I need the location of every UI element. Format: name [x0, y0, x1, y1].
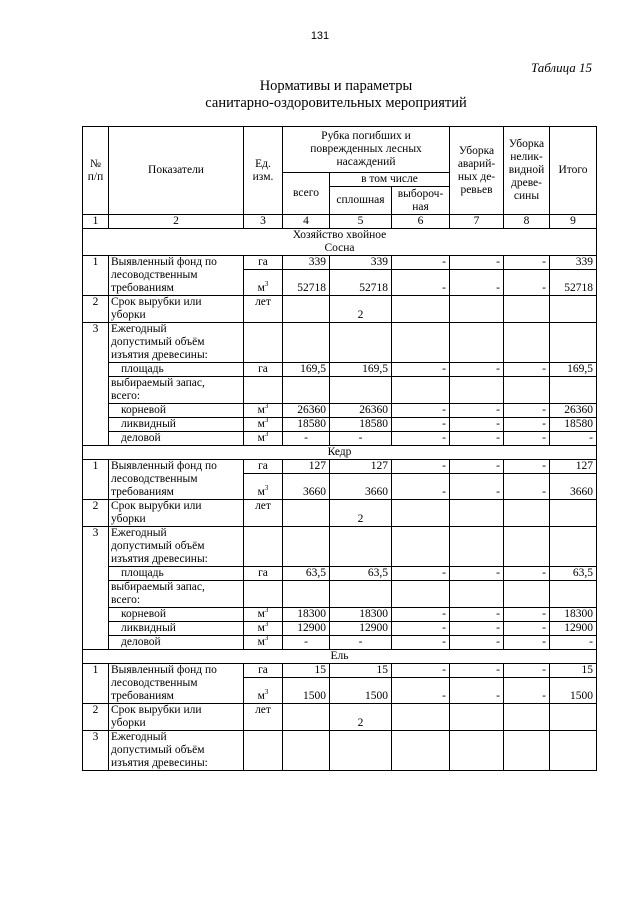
header-total: всего	[283, 173, 330, 215]
table-cell: 339	[550, 256, 597, 270]
header-cutting: Рубка погибших и поврежденных лесных насаждений	[283, 127, 450, 173]
table-cell	[504, 500, 550, 527]
table-cell	[392, 323, 450, 363]
table-cell	[392, 704, 450, 731]
table-cell: 26360	[550, 404, 597, 418]
unit-cell: $м^3$	[244, 418, 283, 432]
table-cell	[330, 581, 392, 608]
table-cell: 18580	[283, 418, 330, 432]
table-cell: 52718	[330, 270, 392, 296]
table-cell	[504, 527, 550, 567]
section-title: Кедр	[83, 446, 597, 460]
unit-cell: $м^3$	[244, 636, 283, 650]
dash-cell: -	[392, 678, 450, 704]
row-label: Ежегодный допустимый объём изъятия древесины:	[109, 323, 244, 363]
term-row	[83, 704, 597, 731]
business-row	[83, 636, 597, 650]
row-label: Выявленный фонд по лесоводственным требованиям	[109, 256, 244, 296]
table-cell	[550, 527, 597, 567]
table-cell	[450, 500, 504, 527]
row-number: 2	[83, 296, 109, 323]
table-cell	[244, 527, 283, 567]
table-cell	[283, 323, 330, 363]
row-label: корневой	[109, 608, 244, 622]
table-cell	[283, 704, 330, 731]
column-numbers-row	[83, 215, 597, 229]
table-cell	[283, 581, 330, 608]
title-line-2: санитарно-оздоровительных мероприятий	[205, 95, 467, 111]
dash-cell: -	[504, 636, 550, 650]
dash-cell: -	[504, 678, 550, 704]
table-cell: 127	[330, 460, 392, 474]
term-row	[83, 296, 597, 323]
dash-cell: -	[450, 608, 504, 622]
row-label: деловой	[109, 636, 244, 650]
header-itogo: Итого	[550, 127, 597, 215]
area-row	[83, 363, 597, 377]
dash-cell: -	[392, 608, 450, 622]
row-label: Срок вырубки или уборки	[109, 296, 244, 323]
table-cell: 2	[330, 704, 392, 731]
unit-cell: $м^3$	[244, 270, 283, 296]
table-cell: 52718	[550, 270, 597, 296]
table-cell	[392, 581, 450, 608]
dash-cell: -	[504, 608, 550, 622]
dash-cell: -	[504, 404, 550, 418]
table-cell: 63,5	[330, 567, 392, 581]
table-cell	[450, 527, 504, 567]
row-number: 3	[83, 731, 109, 771]
table-cell: 18580	[330, 418, 392, 432]
table-cell: 2	[330, 296, 392, 323]
table-title	[0, 78, 640, 112]
section-title-row	[83, 446, 597, 460]
col-number: 8	[504, 215, 550, 229]
table-cell: 1500	[330, 678, 392, 704]
table-body	[83, 127, 597, 771]
table-cell	[330, 731, 392, 771]
row-label: ликвидный	[109, 622, 244, 636]
table-cell	[283, 296, 330, 323]
table-cell: 169,5	[550, 363, 597, 377]
col-number: 4	[283, 215, 330, 229]
dash-cell: -	[392, 664, 450, 678]
table-cell: 18300	[283, 608, 330, 622]
unit-cell: $м^3$	[244, 608, 283, 622]
dash-cell: -	[450, 678, 504, 704]
dash-cell: -	[450, 636, 504, 650]
fund-row	[83, 460, 597, 474]
unit-cell: лет	[244, 500, 283, 527]
table-cell: 12900	[330, 622, 392, 636]
dash-cell: -	[450, 664, 504, 678]
header-emergency: Уборка аварий- ных де- ревьев	[450, 127, 504, 215]
table-cell: 26360	[330, 404, 392, 418]
table-cell	[504, 581, 550, 608]
dash-cell: -	[392, 270, 450, 296]
area-row	[83, 567, 597, 581]
table-cell	[450, 296, 504, 323]
norms-table	[82, 126, 597, 771]
table-cell	[550, 296, 597, 323]
dash-cell: -	[504, 622, 550, 636]
annual-row	[83, 323, 597, 363]
table-cell	[283, 377, 330, 404]
row-label: Срок вырубки или уборки	[109, 704, 244, 731]
annual-row	[83, 731, 597, 771]
dash-cell: -	[392, 636, 450, 650]
row-label: Ежегодный допустимый объём изъятия древесины:	[109, 527, 244, 567]
header-row	[83, 127, 597, 173]
dash-cell: -	[392, 418, 450, 432]
row-number: 1	[83, 256, 109, 296]
table-cell: 12900	[550, 622, 597, 636]
section-title-row	[83, 229, 597, 256]
table-cell	[330, 323, 392, 363]
table-label: Таблица 15	[530, 60, 592, 75]
table-cell	[392, 500, 450, 527]
table-cell: 15	[550, 664, 597, 678]
table-cell	[450, 731, 504, 771]
table-cell	[244, 323, 283, 363]
table-cell	[244, 377, 283, 404]
row-label: Срок вырубки или уборки	[109, 500, 244, 527]
table-cell: 339	[283, 256, 330, 270]
dash-cell: -	[450, 404, 504, 418]
table-cell	[450, 377, 504, 404]
header-unit: Ед. изм.	[244, 127, 283, 215]
root-row	[83, 608, 597, 622]
row-number: 1	[83, 460, 109, 500]
dash-cell: -	[450, 460, 504, 474]
dash-cell: -	[450, 418, 504, 432]
row-label: корневой	[109, 404, 244, 418]
dash-cell: -	[504, 664, 550, 678]
unit-cell: лет	[244, 704, 283, 731]
unit-cell: лет	[244, 296, 283, 323]
row-label: выбираемый запас, всего:	[109, 377, 244, 404]
dash-cell: -	[392, 404, 450, 418]
table-cell	[330, 527, 392, 567]
header-illiquid: Уборка нелик- видной древе- сины	[504, 127, 550, 215]
dash-cell: -	[392, 256, 450, 270]
dash-cell: -	[450, 363, 504, 377]
table-cell: 3660	[283, 474, 330, 500]
table-cell: 52718	[283, 270, 330, 296]
table-cell	[550, 731, 597, 771]
table-cell	[283, 731, 330, 771]
table-cell: 169,5	[330, 363, 392, 377]
stock-row	[83, 581, 597, 608]
table-cell	[504, 377, 550, 404]
dash-cell: -	[450, 432, 504, 446]
dash-cell: -	[392, 622, 450, 636]
table-cell: 18580	[550, 418, 597, 432]
header-including: в том числе	[330, 173, 450, 187]
header-num: № п/п	[83, 127, 109, 215]
table-cell	[504, 731, 550, 771]
table-cell	[392, 527, 450, 567]
dash-cell: -	[450, 567, 504, 581]
dash-cell: -	[504, 432, 550, 446]
dash-cell: -	[330, 432, 392, 446]
dash-cell: -	[504, 270, 550, 296]
dash-cell: -	[504, 474, 550, 500]
row-number: 1	[83, 664, 109, 704]
page-number: 131	[310, 30, 330, 42]
row-label: площадь	[109, 567, 244, 581]
table-cell: 2	[330, 500, 392, 527]
row-label: площадь	[109, 363, 244, 377]
dash-cell: -	[392, 363, 450, 377]
col-number: 1	[83, 215, 109, 229]
row-label: Выявленный фонд по лесоводственным требованиям	[109, 664, 244, 704]
table-cell	[504, 704, 550, 731]
table-cell: 169,5	[283, 363, 330, 377]
table-cell: 63,5	[283, 567, 330, 581]
dash-cell: -	[392, 567, 450, 581]
col-number: 2	[109, 215, 244, 229]
business-row	[83, 432, 597, 446]
table-cell: 3660	[330, 474, 392, 500]
table-cell	[450, 581, 504, 608]
annual-row	[83, 527, 597, 567]
table-cell: 18300	[330, 608, 392, 622]
table-cell	[392, 377, 450, 404]
table-cell: 127	[283, 460, 330, 474]
row-number: 3	[83, 527, 109, 650]
row-label: ликвидный	[109, 418, 244, 432]
liquid-row	[83, 418, 597, 432]
row-number: 2	[83, 500, 109, 527]
unit-cell: $м^3$	[244, 432, 283, 446]
table-cell	[504, 296, 550, 323]
dash-cell: -	[392, 474, 450, 500]
table-cell	[283, 527, 330, 567]
dash-cell: -	[504, 567, 550, 581]
dash-cell: -	[504, 363, 550, 377]
table-cell: 339	[330, 256, 392, 270]
table-cell: 127	[550, 460, 597, 474]
liquid-row	[83, 622, 597, 636]
table-cell	[392, 731, 450, 771]
table-cell: 3660	[550, 474, 597, 500]
table-cell	[392, 296, 450, 323]
dash-cell: -	[392, 460, 450, 474]
unit-cell: га	[244, 664, 283, 678]
table-cell	[244, 731, 283, 771]
row-label: деловой	[109, 432, 244, 446]
fund-row	[83, 664, 597, 678]
table-cell	[450, 704, 504, 731]
dash-cell: -	[450, 622, 504, 636]
dash-cell: -	[550, 636, 597, 650]
dash-cell: -	[392, 432, 450, 446]
header-solid: сплошная	[330, 187, 392, 215]
row-label: Выявленный фонд по лесоводственным требованиям	[109, 460, 244, 500]
row-label: Ежегодный допустимый объём изъятия древесины:	[109, 731, 244, 771]
table-cell: 63,5	[550, 567, 597, 581]
header-selective: выбороч- ная	[392, 187, 450, 215]
dash-cell: -	[330, 636, 392, 650]
dash-cell: -	[550, 432, 597, 446]
term-row	[83, 500, 597, 527]
col-number: 9	[550, 215, 597, 229]
unit-cell: га	[244, 256, 283, 270]
dash-cell: -	[450, 256, 504, 270]
dash-cell: -	[504, 256, 550, 270]
table-cell	[330, 377, 392, 404]
dash-cell: -	[283, 636, 330, 650]
section-title-row	[83, 650, 597, 664]
header-indicators: Показатели	[109, 127, 244, 215]
dash-cell: -	[450, 474, 504, 500]
table-cell	[550, 581, 597, 608]
section-title: Хозяйство хвойное Сосна	[83, 229, 597, 256]
dash-cell: -	[504, 418, 550, 432]
dash-cell: -	[283, 432, 330, 446]
unit-cell: га	[244, 567, 283, 581]
table-cell	[550, 704, 597, 731]
table-cell	[450, 323, 504, 363]
table-cell: 15	[283, 664, 330, 678]
col-number: 6	[392, 215, 450, 229]
table-cell: 26360	[283, 404, 330, 418]
table-cell	[550, 377, 597, 404]
table-cell	[550, 323, 597, 363]
table-cell	[504, 323, 550, 363]
col-number: 3	[244, 215, 283, 229]
row-number: 2	[83, 704, 109, 731]
section-title: Ель	[83, 650, 597, 664]
table-cell: 18300	[550, 608, 597, 622]
table-cell: 12900	[283, 622, 330, 636]
dash-cell: -	[450, 270, 504, 296]
unit-cell: га	[244, 460, 283, 474]
row-number: 3	[83, 323, 109, 446]
unit-cell: $м^3$	[244, 622, 283, 636]
unit-cell: $м^3$	[244, 678, 283, 704]
root-row	[83, 404, 597, 418]
unit-cell: $м^3$	[244, 404, 283, 418]
unit-cell: га	[244, 363, 283, 377]
table-cell: 1500	[283, 678, 330, 704]
table-cell	[550, 500, 597, 527]
stock-row	[83, 377, 597, 404]
col-number: 7	[450, 215, 504, 229]
table-cell	[244, 581, 283, 608]
table-cell: 1500	[550, 678, 597, 704]
fund-row	[83, 256, 597, 270]
title-line-1: Нормативы и параметры	[259, 78, 413, 94]
row-label: выбираемый запас, всего:	[109, 581, 244, 608]
col-number: 5	[330, 215, 392, 229]
unit-cell: $м^3$	[244, 474, 283, 500]
table-cell	[283, 500, 330, 527]
table-cell: 15	[330, 664, 392, 678]
dash-cell: -	[504, 460, 550, 474]
